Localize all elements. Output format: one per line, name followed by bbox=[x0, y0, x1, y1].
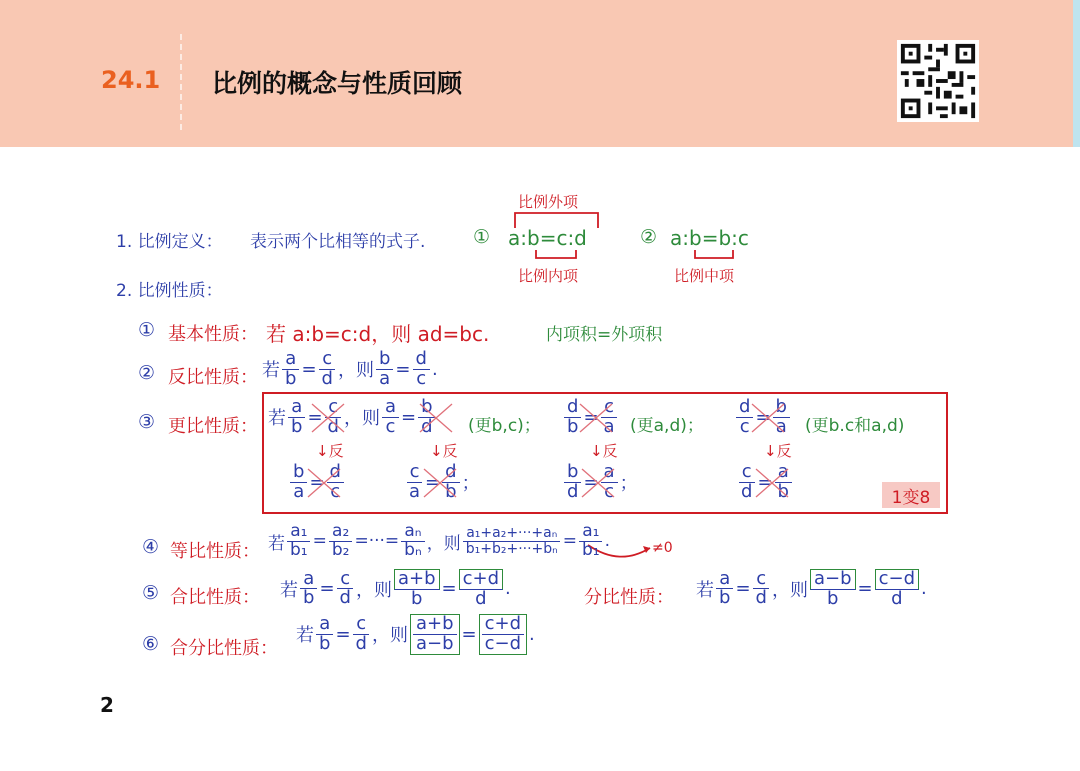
p3-formula-2: $\frac{d}{b}$ = $\frac{c}{a}$ bbox=[562, 398, 620, 437]
p1-number: ① bbox=[138, 319, 156, 341]
def-text: 表示两个比相等的式子. bbox=[250, 232, 426, 252]
prop-label: 2. 比例性质： bbox=[116, 281, 223, 301]
p3-derived-4: $\frac{c}{d}$ = $\frac{a}{b}$ bbox=[736, 463, 794, 502]
p6-formula: 若 $\frac{a}{b}$ = $\frac{c}{d}$ ，则 $\frac{a+b}{a-b}$ = $\frac{c+d}{c-d}$ . bbox=[296, 613, 535, 654]
reverse-arrow-4: ↓反 bbox=[764, 442, 792, 460]
def-circle-1: ① bbox=[473, 226, 491, 248]
p1-note: 内项积=外项积 bbox=[546, 325, 663, 345]
p5-formula: 若 $\frac{a}{b}$ = $\frac{c}{d}$ ，则 $\frac{a+b}{b}$ = $\frac{c+d}{d}$ . bbox=[280, 567, 511, 609]
p2-name: 反比性质： bbox=[168, 367, 258, 388]
def-expression-1: a:b=c:d bbox=[508, 226, 587, 250]
section-number: 24.1 bbox=[101, 66, 161, 94]
reverse-arrow-2: ↓反 bbox=[430, 442, 458, 460]
middle-term-label: 比例中项 bbox=[674, 267, 735, 285]
def-circle-2: ② bbox=[640, 226, 658, 248]
p3-formula-3: $\frac{d}{c}$ = $\frac{b}{a}$ bbox=[734, 398, 792, 437]
p2-formula: 若 $\frac{a}{b}$ = $\frac{c}{d}$ ，则 $\frac{b}{a}$ = $\frac{d}{c}$ . bbox=[262, 348, 438, 389]
p5b-name: 分比性质： bbox=[584, 587, 674, 608]
p3-formula: 若 $\frac{a}{b}$ = $\frac{c}{d}$ ，则 $\frac{a}{c}$ = $\frac{b}{d}$ bbox=[268, 398, 438, 437]
def-expression-2: a:b=b:c bbox=[670, 226, 749, 250]
reverse-arrow-1: ↓反 bbox=[316, 442, 344, 460]
reverse-arrow-3: ↓反 bbox=[590, 442, 618, 460]
def-label: 1. 比例定义： bbox=[116, 232, 223, 252]
page-title: 比例的概念与性质回顾 bbox=[212, 69, 463, 98]
p3-derived-3: $\frac{b}{d}$ = $\frac{a}{c}$ ； bbox=[562, 463, 638, 502]
p3-swap-2: (更a,d)； bbox=[630, 416, 704, 436]
outer-terms-label: 比例外项 bbox=[518, 193, 579, 211]
p5b-formula: 若 $\frac{a}{b}$ = $\frac{c}{d}$ ，则 $\frac{a-b}{b}$ = $\frac{c-d}{d}$ . bbox=[696, 567, 927, 609]
p6-name: 合分比性质： bbox=[170, 638, 278, 659]
p5-number: ⑤ bbox=[142, 582, 160, 604]
p4-formula: 若 $\frac{\text{a₁}}{\text{b₁}}$ = $\frac{\text{a₂}}{\text{b₂}}$ =···= $\frac{\text{aₙ}}{\text{bₙ}}$ ，则 $\frac{\text{a₁+a₂+···+aₙ}}{\text{b₁+b₂+···+bₙ}}$ = $\frac{\text{a₁}}{\text{b₁}}$ . bbox=[268, 521, 611, 560]
p3-derived-2: $\frac{c}{a}$ = $\frac{d}{b}$ ； bbox=[404, 463, 480, 502]
p3-derived-1: $\frac{b}{a}$ = $\frac{d}{c}$ bbox=[288, 463, 346, 502]
p4-name: 等比性质： bbox=[170, 541, 260, 562]
inner-terms-label: 比例内项 bbox=[518, 267, 579, 285]
p4-neq-zero: ≠0 bbox=[652, 540, 673, 556]
p3-swap-1: (更b,c)； bbox=[468, 416, 541, 436]
p6-number: ⑥ bbox=[142, 633, 160, 655]
p3-number: ③ bbox=[138, 411, 156, 433]
p1-name: 基本性质： bbox=[168, 324, 258, 345]
p4-number: ④ bbox=[142, 536, 160, 558]
p5-name: 合比性质： bbox=[170, 587, 260, 608]
p3-name: 更比性质： bbox=[168, 416, 258, 437]
page-number: 2 bbox=[100, 693, 114, 717]
p1-text: 若 a:b=c:d，则 ad=bc. bbox=[266, 322, 490, 346]
stamp-one-to-eight: 1变8 bbox=[882, 482, 940, 508]
p3-swap-3: (更b.c和a,d) bbox=[805, 416, 905, 436]
p2-number: ② bbox=[138, 362, 156, 384]
